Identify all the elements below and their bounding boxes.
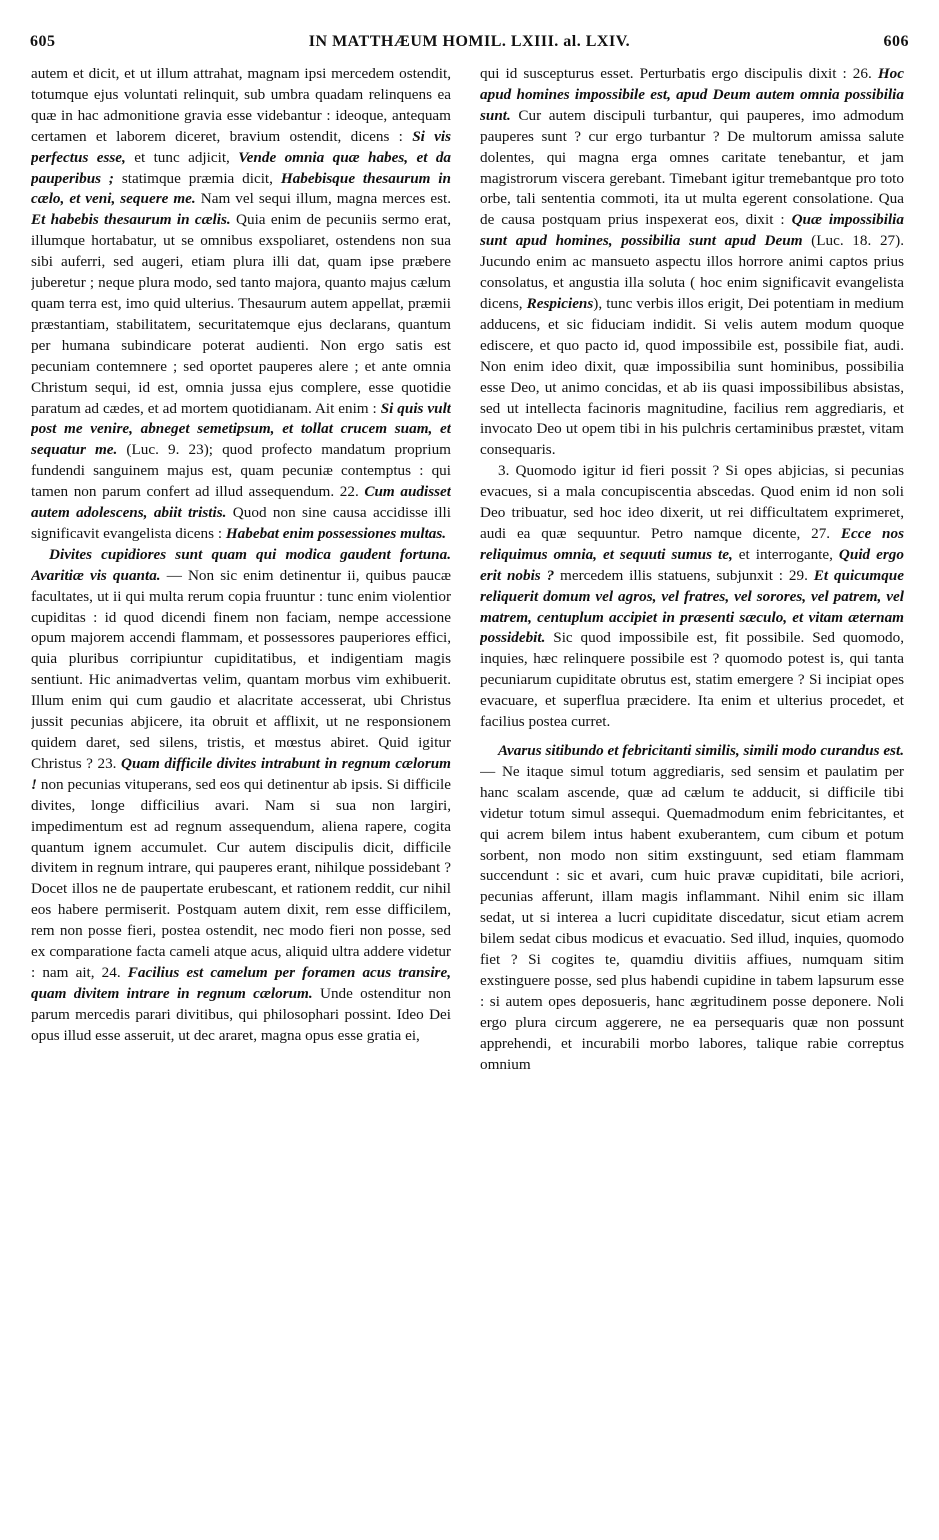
italic-text: Respiciens: [526, 294, 594, 312]
paragraph: [480, 461, 904, 733]
italic-text: Divites cupidiores sunt quam qui modica gaudent fortuna. Avaritiæ vis quanta.: [31, 545, 451, 584]
page-number-left: 605: [30, 33, 56, 50]
italic-text: Quid ergo erit nobis ?: [480, 545, 904, 584]
text-run: non pecunias vituperans, sed eos qui detinentur ab ipsis. Si difficile divites, longe difficilius avari. Nam si sua non largiri, impedimentum est ad regnum assequendum, aliena rapere, cogita quantum ignem accumulet. Cur autem discipulis dicit, difficile divitem in regnum intrare, qui pauperes erant, nihilque possidebant ? Docet illos ne de paupertate erubescant, et rationem reddit, cur nihil eos habere permiserit. Postquam autem dixit, rem esse difficilem, rem non posse fieri, postea ostendit, nec modo fieri non posse, sed ex comparatione facta cameli atque acus, aliquid ultra addere videtur : nam ait, 24.: [31, 775, 451, 981]
italic-text: Vende omnia quæ habes, et da pauperibus ;: [31, 148, 451, 187]
italic-text: Quam difficile divites intrabunt in regnum cælorum !: [31, 754, 451, 793]
running-title: IN MATTHÆUM HOMIL. LXIII. al. LXIV.: [308, 33, 631, 50]
italic-text: Hoc apud homines impossibile est, apud Deum autem omnia possibilia sunt.: [480, 65, 904, 124]
italic-text: Si quis vult post me venire, abneget semetipsum, et tollat crucem suam, et sequatur me.: [31, 399, 451, 459]
italic-text: Et quicumque reliquerit domum vel agros, vel fratres, vel sorores, vel patrem, vel matrem, centuplum accipiet in præsenti sæculo, et vitam æternam possidebit.: [480, 566, 904, 647]
text-run: et interrogante,: [732, 545, 839, 563]
text-run: (Luc. 9. 23); quod profecto mandatum proprium fundendi sanguinem majus est, quam pecuniæ contemptus : qui tamen non parum confert ad illud assequendum. 22.: [31, 441, 451, 501]
text-run: Nam vel sequi illum, magna merces est.: [195, 190, 451, 208]
text-run: qui id suscepturus esset. Perturbatis ergo discipulis dixit : 26.: [480, 65, 878, 82]
italic-text: Si vis perfectus esse,: [31, 127, 451, 166]
page-number-right: 606: [883, 33, 909, 50]
text-run: ), tunc verbis illos erigit, Dei potentiam in medium adducens, et sic fiduciam indidit. Si velis autem modum quoque ediscere, et quo pacto id, quod impossibile est, possibile fiat, audi. Non enim ideo dixit, quæ impossibilia sunt hominibus, possibilia esse Deo, ut animo concidas, et ab iis quasi impossibilibus absistas, sed ut intellecta facinoris magnitudine, facilius rem aggrediaris, et invocato Deo ut opem tibi in his pulchris certaminibus præstet, vitam consequaris.: [480, 294, 904, 459]
paragraph: [31, 64, 451, 545]
italic-text: Avarus sitibundo et febricitanti similis, simili modo curandus est.: [498, 742, 904, 759]
italic-text: Habebat enim possessiones multas.: [225, 524, 447, 542]
text-run: (Luc. 18. 27). Jucundo enim ac mansueto aspectu illos horrore animi captos prius consolatus, et angustia illa soluta ( hoc enim significavit evangelista dicens,: [480, 232, 904, 312]
text-run: 3. Quomodo igitur id fieri possit ? Si opes abjicias, si pecunias evacues, si a mala concupiscentia abscedas. Quod enim id non soli Deo tribuatur, sed hoc ideo dixerit, ut rei difficultatem exprimeret, audi ea quæ sequuntur. Petro namque dicente, 27.: [480, 462, 904, 542]
text-run: Sic quod impossibile est, fit possibile. Sed quomodo, inquies, hæc relinquere possibile est ? quomodo potest is, qui tanta pecuniarum cupiditate obrutus est, statim emergere ? Si incipiat opes evacuare, et superflua præcidere. Ita enim et ulterius procedet, et facilius postea curret.: [480, 629, 904, 731]
paragraph: [480, 741, 904, 1076]
text-run: Quia enim de pecuniis sermo erat, illumque hortabatur, ut se omnibus exspoliaret, ostendens non sua sibi auferri, sed augeri, etiam plura illi dat, quam ipse præbere juberetur ; neque plura modo, sed tanto majora, quanto majus cælum quam terra est, imo quid ulterius. Thesaurum autem appellat, præmii præstantiam, stabilitatem, securitatemque ejus declarans, quantum per humana subindicare poterat audienti. Non ergo satis est pecuniam contemnere ; sed oportet pauperes alere ; et ante omnia Christum sequi, id est, omnia jussa ejus complere, esse quotidie paratum ad cædes, et ad mortem quotidianam. Ait enim :: [31, 211, 451, 417]
paragraph: [31, 545, 451, 1047]
text-run: — Non sic enim detinentur ii, quibus paucæ facultates, ut ii qui multa rerum copia fruuntur : tunc enim violentior cupiditas : id quod dicendi finem non faciam, nempe accessione opum majorem accendi flammam, et possessores pauperiores effici, quia pluribus corripiuntur cupiditatibus, et indigentiam magis sentiunt. Hic animadvertas velim, quantam morbus vim exhibuerit. Illum enim qui cum gaudio et alacritate accesserat, ubi Christus jussit pecunias abjicere, ita obruit et afflixit, ut ne responsionem quidem daret, sed silens, tristis, et mœstus abiret. Quid igitur Christus ? 23.: [31, 566, 451, 772]
text-run: — Ne itaque simul totum aggrediaris, sed sensim et paulatim per hanc scalam ascende, quæ ad cælum te adducit, si difficile tibi videtur totum simul assequi. Quemadmodum enim febricitantes, et qui acrem bilem intus habent exuberantem, cum cibum et potum sorbent, non modo non sitim exstinguunt, sed etiam flammam succendunt : sic et avari, cum huic pravæ cupiditati, bile acriori, pecunias afferunt, illam magis inflammant. Nihil enim sic illam sedat, ut si interea a lucri cupiditate discedatur, sicut etiam acrem bilem sedat cibus modicus et evacuatio. Sed illud, inquies, quomodo fiet ? Si cogites te, quamdiu divitiis affiues, numquam sitim exstinguere posse, sed plus habendi cupidine in tabem lapsurum esse : si autem opes deposueris, hanc ægritudinem posse deponere. Noli ergo plura circum aggerere, ne ea persequaris quæ non possunt apprehendi, et incurabili morbo labores, talique rabie correptus omnium: [480, 762, 904, 1073]
right-column: [480, 64, 904, 1524]
italic-text: Et habebis thesaurum in cælis.: [31, 211, 231, 229]
text-run: Unde ostenditur non parum mercedis parari divitibus, qui philosophari possint. Ideo Dei opus illud esse asseruit, ut dec araret, magna opus esse gratia ei,: [31, 984, 451, 1044]
text-run: Cur autem discipuli turbantur, qui pauperes, imo admodum pauperes sunt ? cur ergo turbantur ? De multorum amissa salute dolentes, qui magna erga omnes caritate tenebantur, et jam magistrorum viscera gerebant. Timebant igitur tremebantque pro toto orbe, tali sententia commoti, ita ut multa egerent consolatione. Qua de causa postquam prius inspexerat eos, dixit :: [480, 106, 904, 229]
page-header: [30, 33, 909, 59]
italic-text: Facilius est camelum per foramen acus transire, quam divitem intrare in regnum cælorum.: [31, 963, 451, 1002]
text-run: et tunc adjicit,: [125, 148, 239, 166]
text-run: autem et dicit, et ut illum attrahat, magnam ipsi mercedem ostendit, totumque ejus voluntati relinquit, sub umbra quadam relinquens ea quæ in hac admonitione gravia esse videbantur : ideoque, antequam certamen et laborem diceret, bravium ostendit, dicens :: [31, 65, 451, 145]
paragraph: [480, 64, 904, 461]
text-run: Quod non sine causa accidisse illi significavit evangelista dicens :: [31, 504, 451, 542]
italic-text: Quæ impossibilia sunt apud homines, possibilia sunt apud Deum: [480, 211, 904, 250]
text-run: statimque præmia dicit,: [113, 169, 281, 187]
italic-text: Ecce nos reliquimus omnia, et sequuti sumus te,: [480, 524, 904, 563]
text-run: mercedem illis statuens, subjunxit : 29.: [554, 566, 814, 584]
left-column: [31, 64, 451, 1524]
italic-text: Habebisque thesaurum in cælo, et veni, sequere me.: [31, 169, 451, 208]
italic-text: Cum audisset autem adolescens, abiit tristis.: [31, 483, 451, 522]
